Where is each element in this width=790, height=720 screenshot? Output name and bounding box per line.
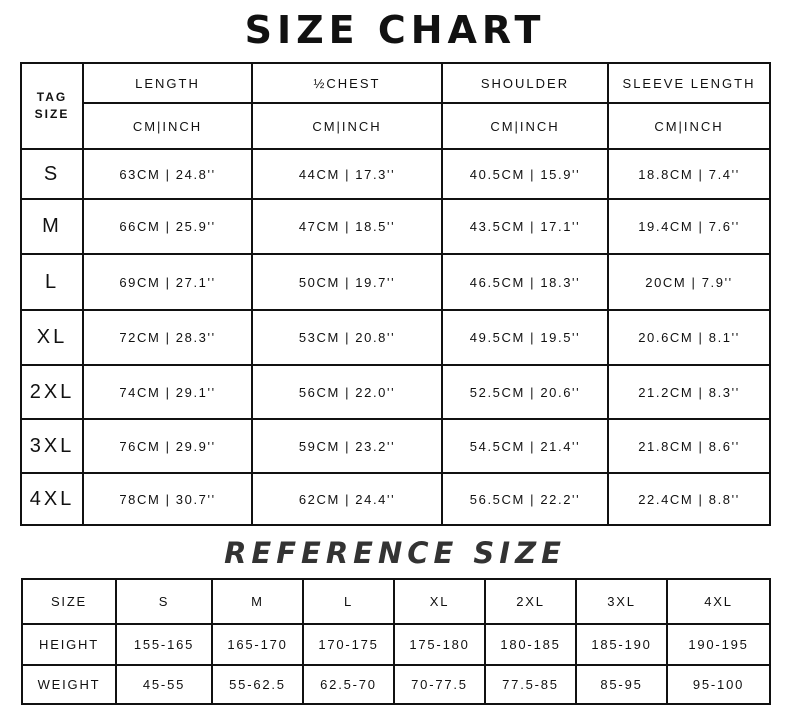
unit-header: CM|INCH (83, 103, 252, 149)
reference-cell: 190-195 (667, 624, 770, 665)
reference-header-cell: 3XL (576, 579, 667, 624)
shoulder-value: 52.5CM | 20.6'' (442, 365, 608, 419)
reference-header-cell: 4XL (667, 579, 770, 624)
reference-header-cell: XL (394, 579, 485, 624)
reference-cell: 45-55 (116, 665, 212, 704)
tag-size-header (21, 63, 83, 149)
unit-header: CM|INCH (252, 103, 442, 149)
reference-header-row (22, 579, 770, 624)
sleeve-length-value: 21.2CM | 8.3'' (608, 365, 770, 419)
size-label: 4XL (21, 473, 83, 525)
table-row (21, 365, 770, 419)
length-value: 66CM | 25.9'' (83, 199, 252, 254)
size-label: 3XL (21, 419, 83, 473)
sleeve-length-value: 19.4CM | 7.6'' (608, 199, 770, 254)
reference-size-title: REFERENCE SIZE (224, 536, 566, 570)
reference-cell: 95-100 (667, 665, 770, 704)
half-chest-value: 47CM | 18.5'' (252, 199, 442, 254)
sleeve-length-value: 20.6CM | 8.1'' (608, 310, 770, 365)
half-chest-value: 62CM | 24.4'' (252, 473, 442, 525)
column-header-sleeve-length: SLEEVE LENGTH (608, 63, 770, 103)
table-row (21, 310, 770, 365)
size-label: S (21, 149, 83, 199)
reference-cell: 170-175 (303, 624, 394, 665)
length-value: 63CM | 24.8'' (83, 149, 252, 199)
size-label: 2XL (21, 365, 83, 419)
shoulder-value: 46.5CM | 18.3'' (442, 254, 608, 310)
table-row (21, 199, 770, 254)
size-label: L (21, 254, 83, 310)
reference-header-cell: M (212, 579, 303, 624)
reference-cell: WEIGHT (22, 665, 116, 704)
length-value: 69CM | 27.1'' (83, 254, 252, 310)
table-row (21, 149, 770, 199)
table-row (21, 254, 770, 310)
table-row (22, 624, 770, 665)
size-label: XL (21, 310, 83, 365)
length-value: 72CM | 28.3'' (83, 310, 252, 365)
half-chest-value: 53CM | 20.8'' (252, 310, 442, 365)
reference-cell: 70-77.5 (394, 665, 485, 704)
unit-header: CM|INCH (442, 103, 608, 149)
reference-size-table (21, 578, 771, 705)
table-row (21, 473, 770, 525)
reference-cell: 85-95 (576, 665, 667, 704)
tag-size-header-text: TAG SIZE (34, 90, 70, 121)
reference-cell: 155-165 (116, 624, 212, 665)
half-chest-value: 44CM | 17.3'' (252, 149, 442, 199)
reference-cell: 185-190 (576, 624, 667, 665)
reference-cell: 180-185 (485, 624, 576, 665)
half-chest-value: 56CM | 22.0'' (252, 365, 442, 419)
table-row (22, 665, 770, 704)
shoulder-value: 54.5CM | 21.4'' (442, 419, 608, 473)
reference-header-cell: L (303, 579, 394, 624)
shoulder-value: 40.5CM | 15.9'' (442, 149, 608, 199)
half-chest-value: 50CM | 19.7'' (252, 254, 442, 310)
reference-cell: 165-170 (212, 624, 303, 665)
size-chart-table (20, 62, 771, 526)
shoulder-value: 56.5CM | 22.2'' (442, 473, 608, 525)
length-value: 78CM | 30.7'' (83, 473, 252, 525)
half-chest-value: 59CM | 23.2'' (252, 419, 442, 473)
size-label: M (21, 199, 83, 254)
column-header-shoulder: SHOULDER (442, 63, 608, 103)
unit-header: CM|INCH (608, 103, 770, 149)
length-value: 74CM | 29.1'' (83, 365, 252, 419)
reference-cell: 55-62.5 (212, 665, 303, 704)
column-header-length: LENGTH (83, 63, 252, 103)
table-row (21, 419, 770, 473)
length-value: 76CM | 29.9'' (83, 419, 252, 473)
page-title: SIZE CHART (244, 8, 546, 52)
reference-header-cell: SIZE (22, 579, 116, 624)
shoulder-value: 49.5CM | 19.5'' (442, 310, 608, 365)
reference-header-cell: S (116, 579, 212, 624)
reference-cell: 77.5-85 (485, 665, 576, 704)
reference-header-cell: 2XL (485, 579, 576, 624)
reference-cell: 175-180 (394, 624, 485, 665)
shoulder-value: 43.5CM | 17.1'' (442, 199, 608, 254)
sleeve-length-value: 18.8CM | 7.4'' (608, 149, 770, 199)
sleeve-length-value: 22.4CM | 8.8'' (608, 473, 770, 525)
sleeve-length-value: 21.8CM | 8.6'' (608, 419, 770, 473)
reference-cell: HEIGHT (22, 624, 116, 665)
sleeve-length-value: 20CM | 7.9'' (608, 254, 770, 310)
column-header-half-chest: ½CHEST (252, 63, 442, 103)
reference-cell: 62.5-70 (303, 665, 394, 704)
